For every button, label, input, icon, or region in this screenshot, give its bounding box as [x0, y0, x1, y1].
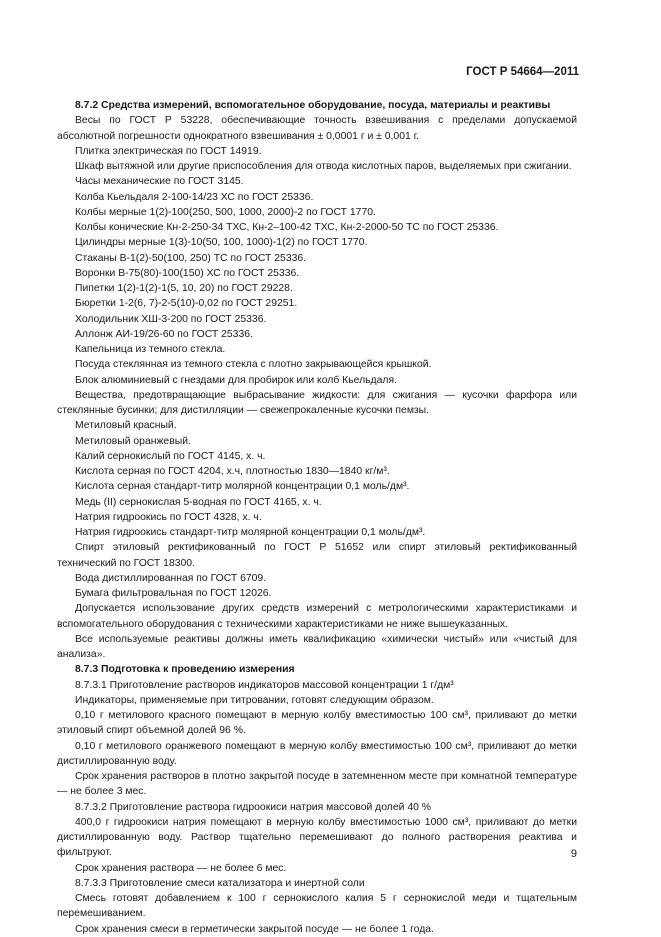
paragraph: 8.7.3.2 Приготовление раствора гидроокиси натрия массовой долей 40 %	[75, 801, 431, 813]
paragraph: 8.7.3.3 Приготовление смеси катализатора и инертной соли	[75, 877, 365, 889]
paragraph: 0,10 г метилового оранжевого помещают в мерную колбу вместимостью 100 см³, приливают до метки дистиллированную воду.	[57, 740, 577, 767]
document-body	[57, 98, 577, 937]
paragraph: Аллонж АИ-19/26-60 по ГОСТ 25336.	[75, 328, 253, 340]
paragraph: Колбы конические Кн-2-250-34 ТХС, Кн-2–100-42 ТХС, Кн-2-2000-50 ТС по ГОСТ 25336.	[75, 222, 499, 233]
paragraph: 400,0 г гидроокиси натрия помещают в мерную колбу вместимостью 1000 см³, приливают до метки дистиллированную воду. Раствор тщательно перемешивают до полного растворения реактива и фильтруют.	[57, 816, 577, 859]
paragraph: Посуда стеклянная из темного стекла с плотно закрывающейся крышкой.	[75, 359, 432, 371]
paragraph: Пипетки 1(2)-1(2)-1(5, 10, 20) по ГОСТ 29228.	[75, 283, 293, 294]
paragraph: Метиловый оранжевый.	[75, 435, 191, 447]
paragraph: Натрия гидроокись стандарт-титр молярной концентрации 0,1 моль/дм³.	[75, 527, 426, 538]
paragraph: 0,10 г метилового красного помещают в мерную колбу вместимостью 100 см³, приливают до метки этиловый спирт объемной долей 96 %.	[57, 710, 577, 737]
paragraph: Кислота серная по ГОСТ 4204, х.ч, плотностью 1830—1840 кг/м³.	[75, 466, 390, 477]
page-number: 9	[570, 848, 577, 860]
paragraph: Воронки В-75(80)-100(150) ХС по ГОСТ 25336.	[75, 267, 300, 279]
paragraph: Стаканы В-1(2)-50(100, 250) ТС по ГОСТ 25336.	[75, 252, 307, 264]
paragraph: Плитка электрическая по ГОСТ 14919.	[75, 145, 262, 157]
paragraph: Цилиндры мерные 1(3)-10(50, 100, 1000)-1(2) по ГОСТ 1770.	[75, 237, 368, 249]
paragraph: Вода дистиллированная по ГОСТ 6709.	[75, 572, 267, 584]
paragraph: Вещества, предотвращающие выбрасывание жидкости: для сжигания — кусочки фарфора или стеклянные бусинки; для дистилляции — свежепрокаленные кусочки пемзы.	[57, 389, 577, 416]
paragraph: Капельница из темного стекла.	[75, 344, 226, 355]
section-heading: 8.7.3 Подготовка к проведению измерения	[75, 664, 295, 676]
paragraph: Срок хранения раствора — не более 6 мес.	[75, 862, 287, 874]
paragraph: Кислота серная стандарт-титр молярной концентрации 0,1 моль/дм³.	[75, 481, 410, 493]
paragraph: Медь (II) сернокислая 5-водная по ГОСТ 4165, х. ч.	[75, 496, 322, 508]
paragraph: Бюретки 1-2(6, 7)-2-5(10)-0,02 по ГОСТ 29251.	[75, 298, 298, 310]
document-id-header: ГОСТ Р 54664—2011	[466, 66, 579, 78]
paragraph: Колба Кьельдаля 2-100-14/23 ХС по ГОСТ 25336.	[75, 191, 314, 203]
paragraph: 8.7.3.1 Приготовление растворов индикаторов массовой концентрации 1 г/дм³	[75, 679, 454, 691]
paragraph: Индикаторы, применяемые при титровании, готовят следующим образом.	[75, 694, 434, 706]
paragraph: Срок хранения растворов в плотно закрытой посуде в затемненном месте при комнатной температуре — не более 3 мес.	[57, 771, 577, 798]
paragraph: Спирт этиловый ректификованный по ГОСТ Р 51652 или спирт этиловый ректификованный технический по ГОСТ 18300.	[57, 542, 577, 569]
paragraph: Бумага фильтровальная по ГОСТ 12026.	[75, 588, 272, 599]
paragraph: Все используемые реактивы должны иметь квалификацию «химически чистый» или «чистый для анализа».	[57, 633, 577, 660]
paragraph: Колбы мерные 1(2)-100(250, 500, 1000, 2000)-2 по ГОСТ 1770.	[75, 206, 376, 218]
paragraph: Срок хранения смеси в герметически закрытой посуде — не более 1 года.	[75, 923, 434, 935]
paragraph: Калий сернокислый по ГОСТ 4145, х. ч.	[75, 450, 266, 462]
section-heading: 8.7.2 Средства измерений, вспомогательное оборудование, посуда, материалы и реактивы	[75, 100, 551, 111]
paragraph: Метиловый красный.	[75, 420, 177, 432]
paragraph: Натрия гидроокись по ГОСТ 4328, х. ч.	[75, 511, 262, 523]
paragraph: Блок алюминиевый с гнездами для пробирок или колб Кьельдаля.	[75, 374, 397, 386]
paragraph: Допускается использование других средств измерений с метрологическими характеристиками и вспомогательного оборудования с техническими характеристиками не ниже вышеуказанных.	[57, 603, 577, 630]
paragraph: Весы по ГОСТ Р 53228, обеспечивающие точность взвешивания с пределами допускаемой абсолютной погрешности однократного взвешивания ± 0,0001 г и ± 0,001 г.	[57, 115, 577, 142]
paragraph: Смесь готовят добавлением к 100 г сернокислого калия 5 г сернокислой меди и тщательным перемешиванием.	[57, 893, 577, 920]
paragraph: Холодильник ХШ-3-200 по ГОСТ 25336.	[75, 313, 267, 325]
paragraph: Часы механические по ГОСТ 3145.	[75, 176, 244, 188]
paragraph: Шкаф вытяжной или другие приспособления для отвода кислотных паров, выделяемых при сжигании.	[75, 161, 572, 172]
